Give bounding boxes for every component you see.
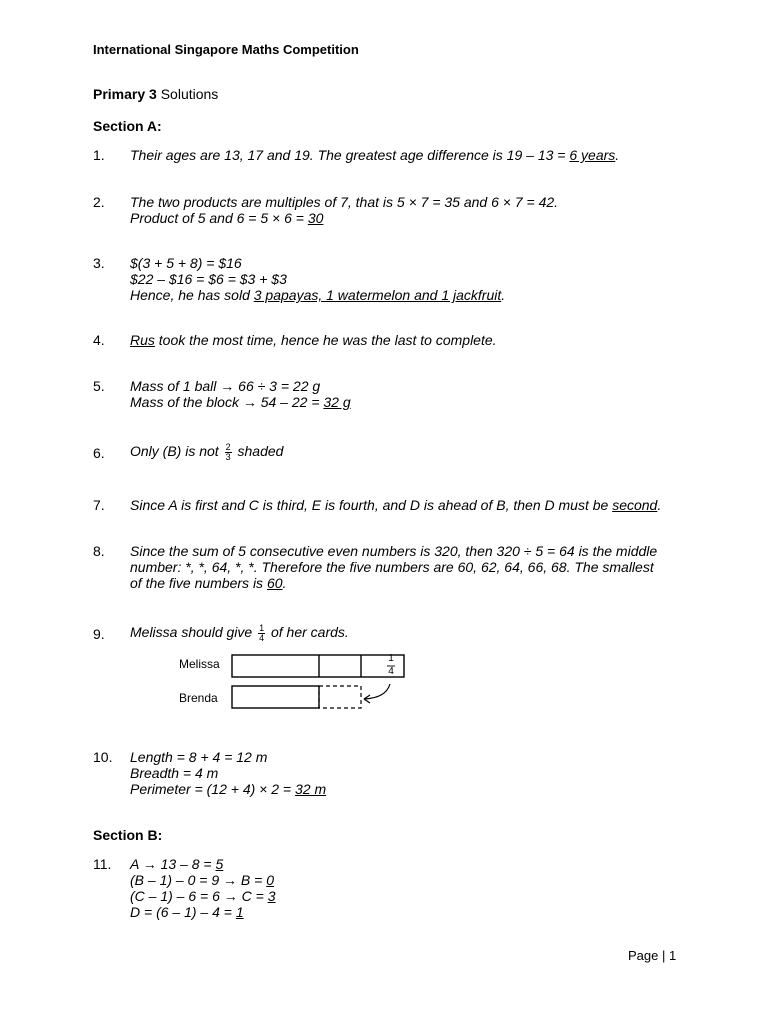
melissa-bar: [232, 655, 404, 677]
bar-label-brenda: Brenda: [179, 691, 218, 705]
solution-line: Mass of the block → 54 – 22 = 32 g: [130, 394, 351, 410]
solution-text: Their ages are 13, 17 and 19. The greatest age difference is 19 – 13 = 6 years.: [130, 147, 620, 163]
brenda-bar: [232, 686, 319, 708]
solution-line: (C – 1) – 6 = 6 → C = 3: [130, 888, 276, 904]
solution-line: $22 – $16 = $6 = $3 + $3: [130, 271, 287, 287]
solution-line: of the five numbers is 60.: [130, 575, 287, 591]
bar-model-diagram: [228, 650, 413, 716]
subtitle-level: Primary 3: [93, 86, 157, 102]
solution-number: 10.: [93, 749, 113, 765]
answer: 32 g: [323, 394, 351, 410]
solution-line: Mass of 1 ball → 66 ÷ 3 = 22 g: [130, 378, 321, 394]
box-fraction: 1 4: [388, 653, 394, 677]
solution-line: A → 13 – 8 = 5: [130, 856, 224, 872]
solution-number: 4.: [93, 332, 105, 348]
answer: Rus: [130, 332, 155, 348]
fraction: $\frac{2}{3}$: [225, 441, 231, 462]
solution-line: D = (6 – 1) – 4 = 1: [130, 904, 244, 920]
solution-text: Only (B) is not $\frac{2}{3}$ shaded: [130, 441, 284, 462]
solution-text: Since A is first and C is third, E is fourth, and D is ahead of B, then D must be second.: [130, 497, 662, 513]
brenda-dashed-part: [319, 686, 361, 708]
solution-number: 11.: [93, 856, 112, 872]
answer: 5: [215, 856, 224, 872]
solution-line: Breadth = 4 m: [130, 765, 219, 781]
bar-label-melissa: Melissa: [179, 657, 220, 671]
solution-number: 2.: [93, 194, 105, 210]
answer: 6 years: [569, 147, 616, 163]
answer: 3: [267, 888, 276, 904]
solution-text: Rus took the most time, hence he was the last to complete.: [130, 332, 497, 348]
section-b-heading: Section B:: [93, 827, 163, 843]
solution-line: Product of 5 and 6 = 5 × 6 = 30: [130, 210, 324, 226]
page-footer: Page | 1: [628, 948, 677, 963]
solution-number: 6.: [93, 445, 105, 461]
answer: 60: [266, 575, 283, 591]
document-subtitle: [93, 86, 218, 102]
fraction: $\frac{1}{4}$: [259, 622, 265, 643]
solution-line: number: *, *, 64, *, *. Therefore the five numbers are 60, 62, 64, 66, 68. The smallest: [130, 559, 654, 575]
solution-line: Since the sum of 5 consecutive even numbers is 320, then 320 ÷ 5 = 64 is the middle: [130, 543, 658, 559]
solution-number: 5.: [93, 378, 105, 394]
answer: 30: [307, 210, 324, 226]
solution-number: 1.: [93, 147, 105, 163]
answer: second: [612, 497, 658, 513]
solution-line: Perimeter = (12 + 4) × 2 = 32 m: [130, 781, 327, 797]
document-header: International Singapore Maths Competition: [93, 42, 359, 57]
answer: 1: [235, 904, 244, 920]
solution-number: 8.: [93, 543, 105, 559]
answer: 32 m: [294, 781, 327, 797]
subtitle-rest: Solutions: [156, 86, 219, 102]
solution-line: Hence, he has sold 3 papayas, 1 watermelon and 1 jackfruit.: [130, 287, 506, 303]
section-a-heading: Section A:: [93, 118, 162, 134]
solution-line: The two products are multiples of 7, that is 5 × 7 = 35 and 6 × 7 = 42.: [130, 194, 559, 210]
solution-line: Length = 8 + 4 = 12 m: [130, 749, 268, 765]
answer: 3 papayas, 1 watermelon and 1 jackfruit: [253, 287, 502, 303]
solution-line: $(3 + 5 + 8) = $16: [130, 255, 242, 271]
solution-line: (B – 1) – 0 = 9 → B = 0: [130, 872, 274, 888]
solution-number: 3.: [93, 255, 105, 271]
solution-number: 7.: [93, 497, 105, 513]
answer: 0: [266, 872, 274, 888]
solution-text: Melissa should give $\frac{1}{4}$ of her cards.: [130, 622, 349, 643]
solution-number: 9.: [93, 626, 105, 642]
